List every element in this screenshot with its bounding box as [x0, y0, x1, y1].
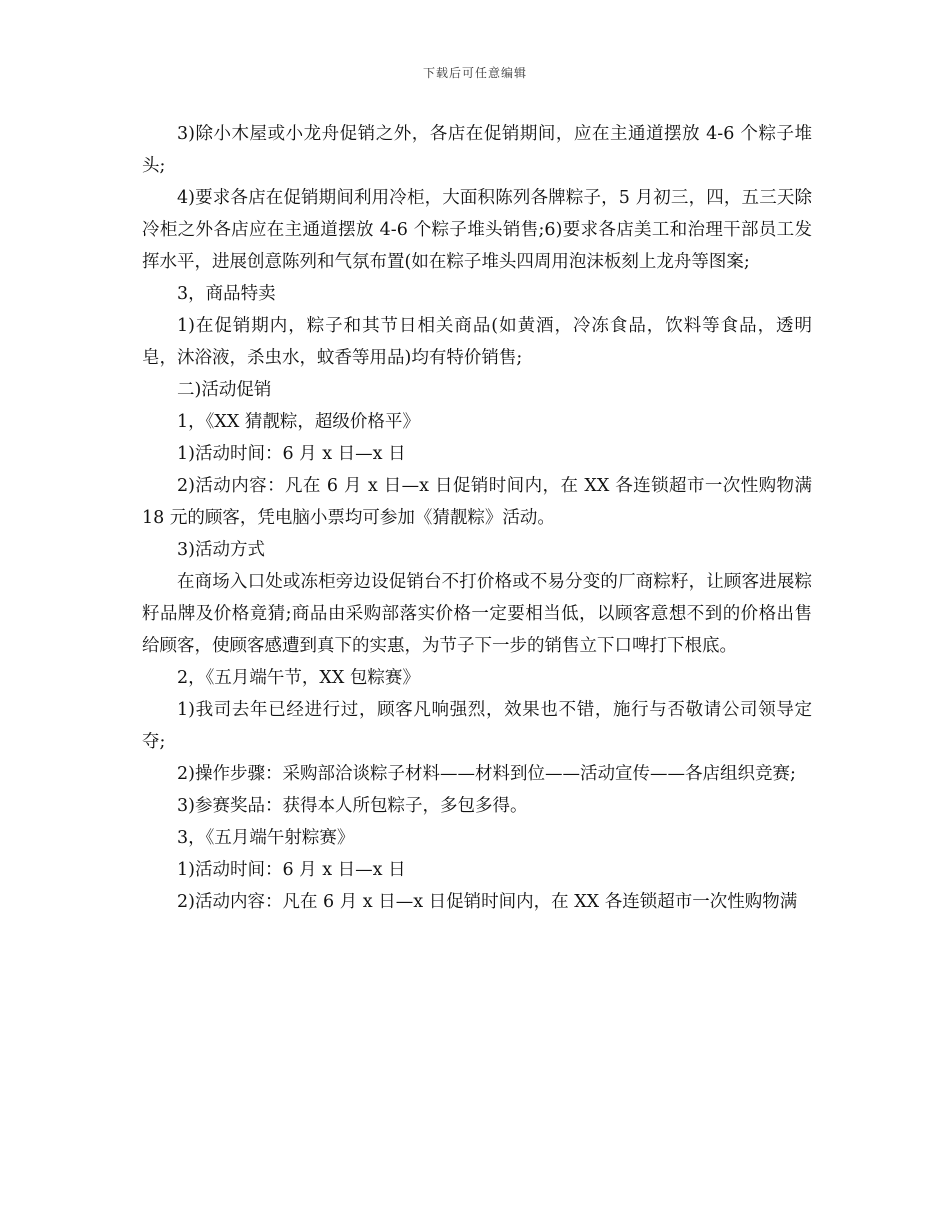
section-heading: 3，《五月端午射粽赛》	[177, 828, 355, 848]
section-heading: 1，《XX 猜靓粽，超级价格平》	[177, 412, 420, 432]
section-heading: 3，商品特卖	[177, 284, 276, 304]
paragraph: 1)我司去年已经进行过，顾客凡响强烈，效果也不错，施行与否敬请公司领导定夺;	[142, 700, 812, 752]
paragraph: 2)操作步骤：采购部洽谈粽子材料——材料到位——活动宣传——各店组织竞赛;	[177, 764, 796, 784]
paragraph: 4)要求各店在促销期间利用冷柜，大面积陈列各牌粽子，5 月初三，四，五三天除冷柜之外各店应在主通道摆放 4-6 个粽子堆头销售;6)要求各店美工和治理干部员工发挥水平，进展创意陈列和气氛布置(如在粽子堆头四周用泡沫板刻上龙舟等图案;	[142, 188, 812, 272]
section-heading: 二)活动促销	[177, 380, 272, 400]
section-heading: 2，《五月端午节，XX 包粽赛》	[177, 668, 420, 688]
paragraph: 在商场入口处或冻柜旁边设促销台不打价格或不易分变的厂商粽籽，让顾客进展粽籽品牌及价格竟猜;商品由采购部落实价格一定要相当低，以顾客意想不到的价格出售给顾客，使顾客感遭到真下的实惠，为节子下一步的销售立下口啤打下根底。	[142, 572, 812, 656]
paragraph: 1)在促销期内，粽子和其节日相关商品(如黄酒，冷冻食品，饮料等食品，透明皂，沐浴液，杀虫水，蚊香等用品)均有特价销售;	[142, 316, 812, 368]
paragraph: 2)活动内容：凡在 6 月 x 日—x 日促销时间内，在 XX 各连锁超市一次性购物满	[177, 892, 798, 912]
document-body	[142, 118, 812, 918]
paragraph: 3)活动方式	[177, 540, 265, 560]
paragraph: 1)活动时间：6 月 x 日—x 日	[177, 444, 406, 464]
paragraph: 2)活动内容：凡在 6 月 x 日—x 日促销时间内，在 XX 各连锁超市一次性购物满 18 元的顾客，凭电脑小票均可参加《猜靓粽》活动。	[142, 476, 812, 528]
paragraph: 1)活动时间：6 月 x 日—x 日	[177, 860, 406, 880]
paragraph: 3)参赛奖品：获得本人所包粽子，多包多得。	[177, 796, 528, 816]
page-header: 下载后可任意编辑	[422, 66, 527, 80]
paragraph: 3)除小木屋或小龙舟促销之外，各店在促销期间，应在主通道摆放 4-6 个粽子堆头;	[142, 124, 813, 176]
